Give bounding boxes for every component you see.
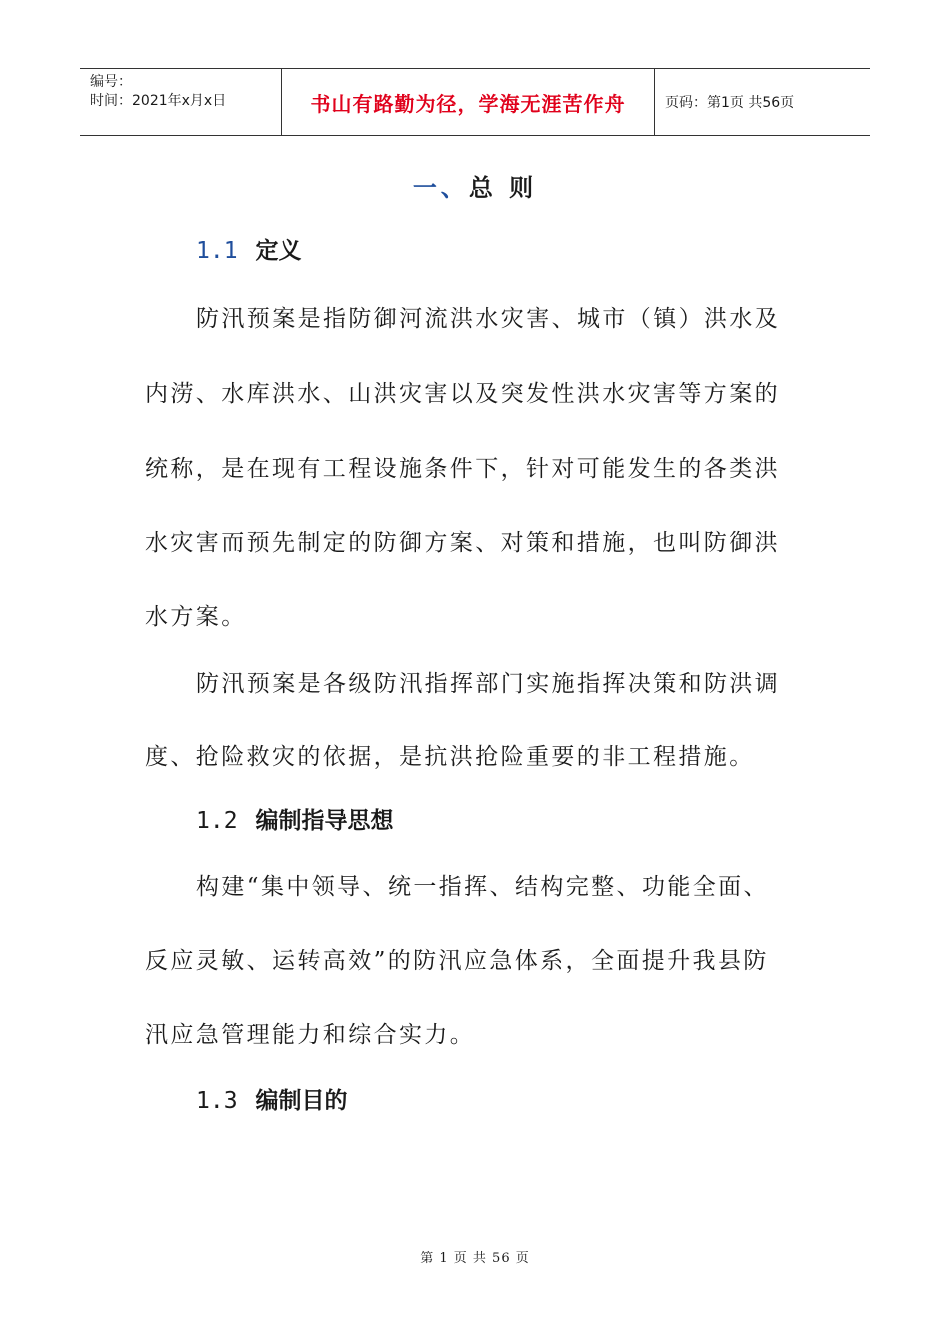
paragraph-line: 构建“集中领导、统一指挥、结构完整、功能全面、 <box>196 874 769 900</box>
paragraph-line: 反应灵敏、运转高效”的防汛应急体系，全面提升我县防 <box>145 948 769 974</box>
section-number: 1.1 <box>196 238 238 264</box>
header-page-info: 页码：第1页 共56页 <box>665 95 795 111</box>
paragraph-line: 防汛预案是指防御河流洪水灾害、城市（镇）洪水及 <box>196 306 781 332</box>
section-number: 1.3 <box>196 1088 238 1114</box>
paragraph-line: 汛应急管理能力和综合实力。 <box>145 1022 476 1048</box>
document-number-label: 编号： <box>90 74 132 90</box>
section-title: 编制目的 <box>255 1088 348 1114</box>
header-motto: 书山有路勤为径，学海无涯苦作舟 <box>282 69 655 135</box>
chapter-title <box>0 168 950 203</box>
section-heading-1-2 <box>196 802 394 835</box>
paragraph-line: 水方案。 <box>145 604 247 630</box>
section-title: 定义 <box>255 238 302 264</box>
page-footer: 第 1 页 共 56 页 <box>420 1251 530 1266</box>
page-header <box>80 68 870 136</box>
header-meta <box>80 69 282 135</box>
paragraph-line: 度、抢险救灾的依据，是抗洪抢险重要的非工程措施。 <box>145 744 755 770</box>
paragraph-line: 防汛预案是各级防汛指挥部门实施指挥决策和防洪调 <box>196 671 781 697</box>
paragraph-line: 统称，是在现有工程设施条件下，针对可能发生的各类洪 <box>145 456 780 482</box>
section-number: 1.2 <box>196 808 238 834</box>
document-date-label: 时间：2021年x月x日 <box>90 93 227 109</box>
chapter-number: 一、 <box>412 174 469 202</box>
paragraph-line: 内涝、水库洪水、山洪灾害以及突发性洪水灾害等方案的 <box>145 381 780 407</box>
section-heading-1-1 <box>196 232 302 265</box>
paragraph-line: 水灾害而预先制定的防御方案、对策和措施，也叫防御洪 <box>145 530 780 556</box>
chapter-name: 总 则 <box>468 174 538 202</box>
section-heading-1-3 <box>196 1082 348 1115</box>
section-title: 编制指导思想 <box>255 808 394 834</box>
